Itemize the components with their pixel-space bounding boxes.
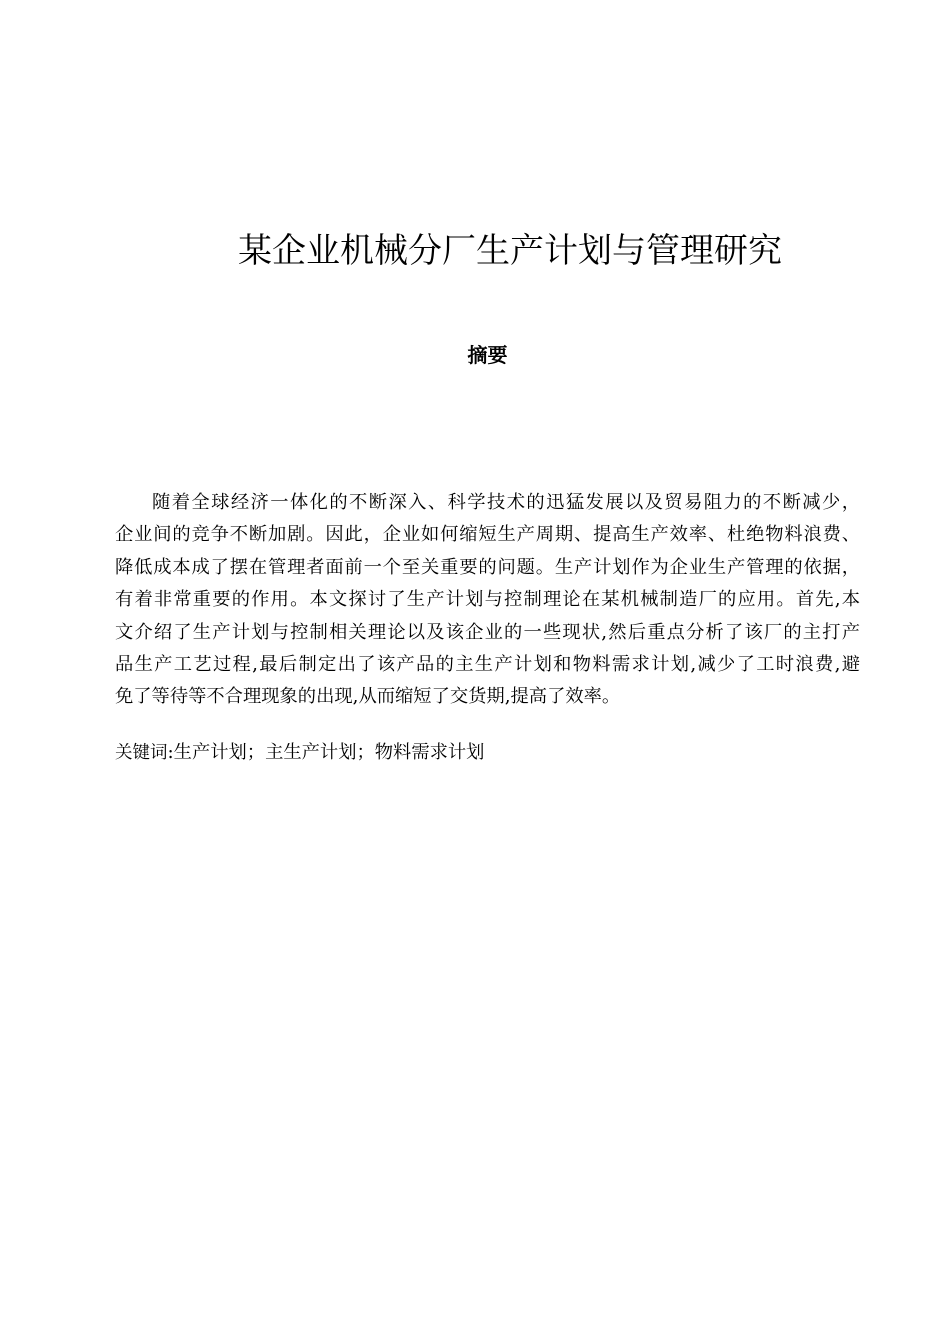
keywords-label: 关键词	[115, 743, 168, 763]
abstract-line: 降低成本成了摆在管理者面前一个至关重要的问题。生产计划作为企业生产管理的依据，	[115, 556, 860, 578]
keywords-line	[115, 738, 860, 768]
abstract-line: 文介绍了生产计划与控制相关理论以及该企业的一些现状,然后重点分析了该厂的主打产	[115, 621, 860, 643]
abstract-heading: 摘要	[467, 343, 508, 367]
abstract-line: 随着全球经济一体化的不断深入、科学技术的迅猛发展以及贸易阻力的不断减少，	[152, 492, 860, 513]
abstract-line: 企业间的竞争不断加剧。因此，企业如何缩短生产周期、提高生产效率、杜绝物料浪费、	[115, 524, 860, 546]
keywords-text: :生产计划；主生产计划；物料需求计划	[167, 742, 485, 763]
document-title: 某企业机械分厂生产计划与管理研究	[238, 231, 782, 271]
abstract-line: 免了等待等不合理现象的出现,从而缩短了交货期,提高了效率。	[115, 686, 621, 708]
abstract-line: 品生产工艺过程,最后制定出了该产品的主生产计划和物料需求计划,减少了工时浪费,避	[115, 654, 860, 676]
abstract-body	[115, 487, 860, 714]
abstract-line: 有着非常重要的作用。本文探讨了生产计划与控制理论在某机械制造厂的应用。首先,本	[115, 589, 860, 611]
